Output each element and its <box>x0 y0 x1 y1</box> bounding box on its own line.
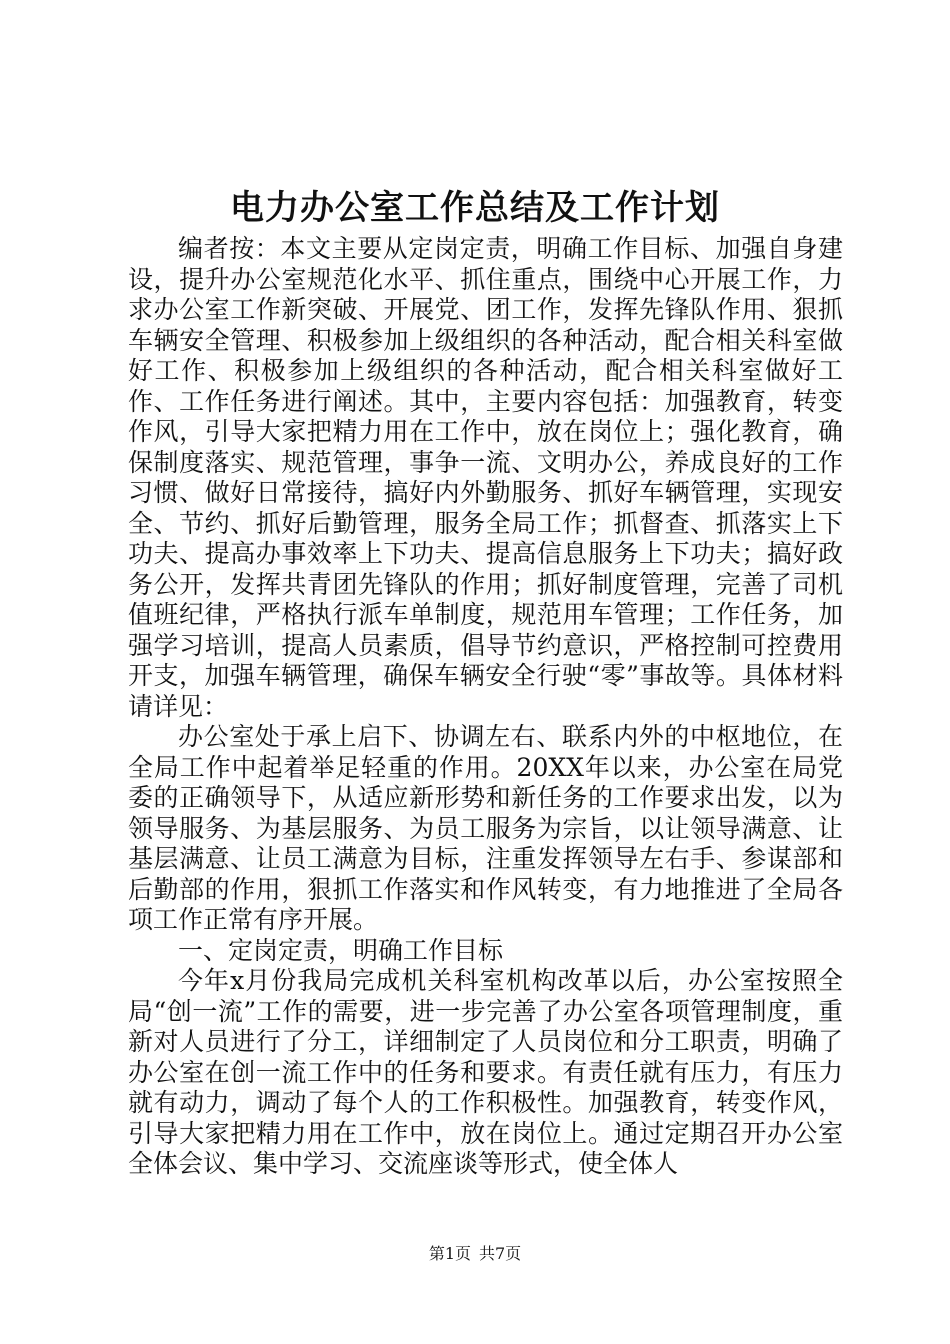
page-total: 共7页 <box>479 1244 522 1263</box>
section-heading: 一、定岗定责，明确工作目标 <box>178 935 504 965</box>
document-body <box>128 234 843 1180</box>
page-number: 第1页 <box>428 1244 471 1263</box>
page-footer <box>0 1244 950 1264</box>
section-paragraph: 今年x月份我局完成机关科室机构改革以后，办公室按照全局“创一流”工作的需要，进一步完善了办公室各项管理制度，重新对人员进行了分工，详细制定了人员岗位和分工职责，明确了办公室在创一流工作中的任务和要求。有责任就有压力，有压力就有动力，调动了每个人的工作积极性。加强教育，转变作风，引导大家把精力用在工作中，放在岗位上。通过定期召开办公室全体会议、集中学习、交流座谈等形式，使全体人 <box>128 966 843 1178</box>
page-title: 电力办公室工作总结及工作计划 <box>230 188 720 228</box>
intro-paragraph: 办公室处于承上启下、协调左右、联系内外的中枢地位，在全局工作中起着举足轻重的作用。20XX年以来，办公室在局党委的正确领导下，从适应新形势和新任务的工作要求出发，以为领导服务、为基层服务、为员工服务为宗旨，以让领导满意、让基层满意、让员工满意为目标，注重发挥领导左右手、参谋部和后勤部的作用，狠抓工作落实和作风转变，有力地推进了全局各项工作正常有序开展。 <box>128 722 843 934</box>
editor-note-paragraph: 编者按：本文主要从定岗定责，明确工作目标、加强自身建设，提升办公室规范化水平、抓住重点，围绕中心开展工作，力求办公室工作新突破、开展党、团工作，发挥先锋队作用、狠抓车辆安全管理、积极参加上级组织的各种活动，配合相关科室做好工作、积极参加上级组织的各种活动，配合相关科室做好工作、工作任务进行阐述。其中，主要内容包括：加强教育，转变作风，引导大家把精力用在工作中，放在岗位上；强化教育，确保制度落实、规范管理，事争一流、文明办公，养成良好的工作习惯、做好日常接待，搞好内外勤服务、抓好车辆管理，实现安全、节约、抓好后勤管理，服务全局工作；抓督查、抓落实上下功夫、提高办事效率上下功夫、提高信息服务上下功夫；搞好政务公开，发挥共青团先锋队的作用；抓好制度管理，完善了司机值班纪律，严格执行派车单制度，规范用车管理；工作任务，加强学习培训，提高人员素质，倡导节约意识，严格控制可控费用开支，加强车辆管理，确保车辆安全行驶“零”事故等。具体材料请详见： <box>128 234 843 721</box>
